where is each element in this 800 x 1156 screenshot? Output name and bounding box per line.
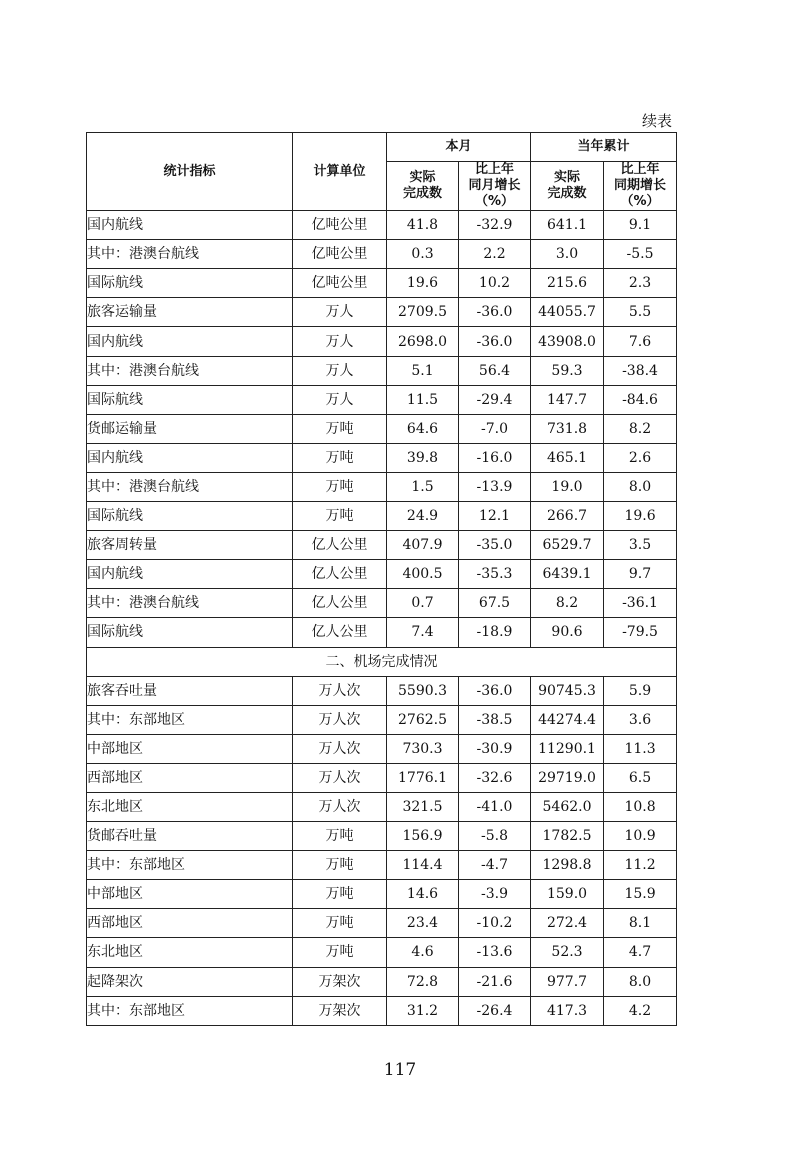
indicator-cell: 其中：港澳台航线 xyxy=(87,472,293,501)
month-actual-cell: 730.3 xyxy=(387,734,459,763)
month-growth-cell: 2.2 xyxy=(459,240,531,269)
ytd-growth-cell: 10.9 xyxy=(604,822,677,851)
page-number: 117 xyxy=(383,1060,417,1080)
month-growth-cell: -10.2 xyxy=(459,909,531,938)
ytd-growth-cell: 11.3 xyxy=(604,734,677,763)
ytd-actual-cell: 43908.0 xyxy=(531,327,604,356)
indicator-cell: 其中：东部地区 xyxy=(87,851,293,880)
header-ytd-yoy-growth: 比上年 同期增长 （%） xyxy=(604,162,677,211)
unit-cell: 亿人公里 xyxy=(293,618,387,647)
month-actual-cell: 11.5 xyxy=(387,385,459,414)
indicator-cell: 东北地区 xyxy=(87,938,293,967)
month-growth-cell: -36.0 xyxy=(459,298,531,327)
month-growth-cell: -7.0 xyxy=(459,414,531,443)
unit-cell: 万人 xyxy=(293,327,387,356)
indicator-cell: 旅客运输量 xyxy=(87,298,293,327)
month-actual-cell: 7.4 xyxy=(387,618,459,647)
indicator-cell: 货邮运输量 xyxy=(87,414,293,443)
ytd-growth-cell: -38.4 xyxy=(604,356,677,385)
month-actual-cell: 321.5 xyxy=(387,792,459,821)
month-growth-cell: -4.7 xyxy=(459,851,531,880)
month-growth-cell: -16.0 xyxy=(459,443,531,472)
table-row xyxy=(87,327,677,356)
table-row xyxy=(87,734,677,763)
statistics-table xyxy=(86,132,677,1026)
ytd-growth-cell: 19.6 xyxy=(604,502,677,531)
month-actual-cell: 72.8 xyxy=(387,967,459,996)
table-row xyxy=(87,356,677,385)
table-row xyxy=(87,618,677,647)
table-row xyxy=(87,822,677,851)
ytd-actual-cell: 90745.3 xyxy=(531,676,604,705)
indicator-cell: 起降架次 xyxy=(87,967,293,996)
ytd-growth-cell: 4.7 xyxy=(604,938,677,967)
ytd-growth-cell: 9.1 xyxy=(604,211,677,240)
indicator-cell: 其中：东部地区 xyxy=(87,705,293,734)
month-actual-cell: 114.4 xyxy=(387,851,459,880)
ytd-actual-cell: 977.7 xyxy=(531,967,604,996)
indicator-cell: 国际航线 xyxy=(87,618,293,647)
unit-cell: 万人 xyxy=(293,298,387,327)
table-row xyxy=(87,269,677,298)
header-indicator: 统计指标 xyxy=(87,133,293,211)
month-actual-cell: 2698.0 xyxy=(387,327,459,356)
unit-cell: 万人次 xyxy=(293,792,387,821)
table-row xyxy=(87,385,677,414)
month-actual-cell: 31.2 xyxy=(387,996,459,1025)
ytd-actual-cell: 465.1 xyxy=(531,443,604,472)
ytd-growth-cell: 6.5 xyxy=(604,763,677,792)
ytd-actual-cell: 215.6 xyxy=(531,269,604,298)
month-growth-cell: -21.6 xyxy=(459,967,531,996)
table-row xyxy=(87,705,677,734)
ytd-actual-cell: 3.0 xyxy=(531,240,604,269)
ytd-actual-cell: 147.7 xyxy=(531,385,604,414)
month-actual-cell: 19.6 xyxy=(387,269,459,298)
indicator-cell: 东北地区 xyxy=(87,792,293,821)
month-growth-cell: -29.4 xyxy=(459,385,531,414)
ytd-actual-cell: 44055.7 xyxy=(531,298,604,327)
indicator-cell: 旅客周转量 xyxy=(87,531,293,560)
month-growth-cell: -32.9 xyxy=(459,211,531,240)
table-row xyxy=(87,851,677,880)
ytd-growth-cell: -36.1 xyxy=(604,589,677,618)
ytd-growth-cell: 8.2 xyxy=(604,414,677,443)
ytd-growth-cell: 2.3 xyxy=(604,269,677,298)
ytd-actual-cell: 29719.0 xyxy=(531,763,604,792)
indicator-cell: 国内航线 xyxy=(87,560,293,589)
indicator-cell: 中部地区 xyxy=(87,880,293,909)
unit-cell: 万吨 xyxy=(293,443,387,472)
indicator-cell: 其中：港澳台航线 xyxy=(87,240,293,269)
unit-cell: 万架次 xyxy=(293,996,387,1025)
month-actual-cell: 407.9 xyxy=(387,531,459,560)
indicator-cell: 货邮吞吐量 xyxy=(87,822,293,851)
month-growth-cell: -30.9 xyxy=(459,734,531,763)
month-actual-cell: 23.4 xyxy=(387,909,459,938)
ytd-growth-cell: -79.5 xyxy=(604,618,677,647)
table-row xyxy=(87,967,677,996)
unit-cell: 万人 xyxy=(293,356,387,385)
ytd-growth-cell: 9.7 xyxy=(604,560,677,589)
ytd-actual-cell: 266.7 xyxy=(531,502,604,531)
ytd-actual-cell: 1298.8 xyxy=(531,851,604,880)
unit-cell: 亿吨公里 xyxy=(293,211,387,240)
ytd-actual-cell: 417.3 xyxy=(531,996,604,1025)
ytd-actual-cell: 6439.1 xyxy=(531,560,604,589)
continued-table-label: 续表 xyxy=(641,112,672,130)
ytd-growth-cell: 8.0 xyxy=(604,472,677,501)
month-actual-cell: 14.6 xyxy=(387,880,459,909)
unit-cell: 万吨 xyxy=(293,938,387,967)
month-actual-cell: 64.6 xyxy=(387,414,459,443)
ytd-actual-cell: 272.4 xyxy=(531,909,604,938)
table-row xyxy=(87,763,677,792)
ytd-actual-cell: 44274.4 xyxy=(531,705,604,734)
month-growth-cell: -38.5 xyxy=(459,705,531,734)
table-body xyxy=(87,211,677,1026)
ytd-actual-cell: 159.0 xyxy=(531,880,604,909)
ytd-growth-cell: 3.6 xyxy=(604,705,677,734)
month-growth-cell: -35.0 xyxy=(459,531,531,560)
month-growth-cell: -36.0 xyxy=(459,676,531,705)
ytd-growth-cell: 8.0 xyxy=(604,967,677,996)
table-row xyxy=(87,298,677,327)
indicator-cell: 旅客吞吐量 xyxy=(87,676,293,705)
table-row xyxy=(87,676,677,705)
unit-cell: 万人次 xyxy=(293,705,387,734)
indicator-cell: 国际航线 xyxy=(87,269,293,298)
table-row xyxy=(87,531,677,560)
table-row xyxy=(87,880,677,909)
unit-cell: 万吨 xyxy=(293,472,387,501)
ytd-growth-cell: 15.9 xyxy=(604,880,677,909)
indicator-cell: 其中：港澳台航线 xyxy=(87,356,293,385)
month-actual-cell: 5.1 xyxy=(387,356,459,385)
month-growth-cell: -35.3 xyxy=(459,560,531,589)
header-month-actual: 实际 完成数 xyxy=(387,162,459,211)
month-actual-cell: 39.8 xyxy=(387,443,459,472)
ytd-growth-cell: 5.5 xyxy=(604,298,677,327)
month-actual-cell: 2709.5 xyxy=(387,298,459,327)
ytd-growth-cell: 5.9 xyxy=(604,676,677,705)
indicator-cell: 中部地区 xyxy=(87,734,293,763)
unit-cell: 万吨 xyxy=(293,414,387,443)
month-growth-cell: -36.0 xyxy=(459,327,531,356)
ytd-growth-cell: 3.5 xyxy=(604,531,677,560)
ytd-actual-cell: 59.3 xyxy=(531,356,604,385)
ytd-actual-cell: 11290.1 xyxy=(531,734,604,763)
month-actual-cell: 2762.5 xyxy=(387,705,459,734)
table-row xyxy=(87,996,677,1025)
unit-cell: 万吨 xyxy=(293,502,387,531)
unit-cell: 万吨 xyxy=(293,851,387,880)
unit-cell: 万吨 xyxy=(293,909,387,938)
indicator-cell: 国内航线 xyxy=(87,443,293,472)
header-year-to-date: 当年累计 xyxy=(531,133,677,162)
month-actual-cell: 156.9 xyxy=(387,822,459,851)
header-unit: 计算单位 xyxy=(293,133,387,211)
table-row xyxy=(87,938,677,967)
ytd-actual-cell: 19.0 xyxy=(531,472,604,501)
unit-cell: 亿人公里 xyxy=(293,531,387,560)
month-actual-cell: 5590.3 xyxy=(387,676,459,705)
indicator-cell: 国内航线 xyxy=(87,211,293,240)
unit-cell: 万人次 xyxy=(293,763,387,792)
month-growth-cell: -5.8 xyxy=(459,822,531,851)
month-growth-cell: -26.4 xyxy=(459,996,531,1025)
ytd-actual-cell: 90.6 xyxy=(531,618,604,647)
table-row xyxy=(87,502,677,531)
unit-cell: 万人次 xyxy=(293,734,387,763)
month-actual-cell: 0.3 xyxy=(387,240,459,269)
indicator-cell: 西部地区 xyxy=(87,763,293,792)
ytd-growth-cell: -84.6 xyxy=(604,385,677,414)
header-ytd-actual: 实际 完成数 xyxy=(531,162,604,211)
unit-cell: 亿人公里 xyxy=(293,589,387,618)
table-row xyxy=(87,211,677,240)
month-growth-cell: -18.9 xyxy=(459,618,531,647)
month-growth-cell: -41.0 xyxy=(459,792,531,821)
indicator-cell: 国际航线 xyxy=(87,502,293,531)
ytd-growth-cell: -5.5 xyxy=(604,240,677,269)
month-growth-cell: 10.2 xyxy=(459,269,531,298)
unit-cell: 亿吨公里 xyxy=(293,269,387,298)
table-row xyxy=(87,589,677,618)
month-actual-cell: 400.5 xyxy=(387,560,459,589)
table-row xyxy=(87,414,677,443)
indicator-cell: 其中：东部地区 xyxy=(87,996,293,1025)
header-this-month: 本月 xyxy=(387,133,531,162)
unit-cell: 亿人公里 xyxy=(293,560,387,589)
ytd-actual-cell: 6529.7 xyxy=(531,531,604,560)
indicator-cell: 国际航线 xyxy=(87,385,293,414)
table-row xyxy=(87,240,677,269)
month-actual-cell: 1776.1 xyxy=(387,763,459,792)
month-actual-cell: 4.6 xyxy=(387,938,459,967)
section-title: 二、机场完成情况 xyxy=(87,647,677,676)
unit-cell: 万吨 xyxy=(293,880,387,909)
unit-cell: 万人 xyxy=(293,385,387,414)
unit-cell: 亿吨公里 xyxy=(293,240,387,269)
unit-cell: 万人次 xyxy=(293,676,387,705)
month-actual-cell: 1.5 xyxy=(387,472,459,501)
section-row xyxy=(87,647,677,676)
month-growth-cell: -13.9 xyxy=(459,472,531,501)
ytd-actual-cell: 5462.0 xyxy=(531,792,604,821)
ytd-actual-cell: 52.3 xyxy=(531,938,604,967)
month-growth-cell: -32.6 xyxy=(459,763,531,792)
indicator-cell: 其中：港澳台航线 xyxy=(87,589,293,618)
table-header xyxy=(87,133,677,211)
month-growth-cell: -13.6 xyxy=(459,938,531,967)
month-actual-cell: 0.7 xyxy=(387,589,459,618)
ytd-actual-cell: 731.8 xyxy=(531,414,604,443)
header-month-yoy-growth: 比上年 同月增长 （%） xyxy=(459,162,531,211)
ytd-growth-cell: 11.2 xyxy=(604,851,677,880)
ytd-growth-cell: 7.6 xyxy=(604,327,677,356)
table-row xyxy=(87,443,677,472)
ytd-growth-cell: 10.8 xyxy=(604,792,677,821)
month-growth-cell: 67.5 xyxy=(459,589,531,618)
indicator-cell: 国内航线 xyxy=(87,327,293,356)
month-growth-cell: -3.9 xyxy=(459,880,531,909)
table-row xyxy=(87,472,677,501)
table-row xyxy=(87,909,677,938)
ytd-actual-cell: 1782.5 xyxy=(531,822,604,851)
month-growth-cell: 12.1 xyxy=(459,502,531,531)
month-actual-cell: 41.8 xyxy=(387,211,459,240)
table-row xyxy=(87,792,677,821)
ytd-actual-cell: 8.2 xyxy=(531,589,604,618)
ytd-growth-cell: 2.6 xyxy=(604,443,677,472)
ytd-growth-cell: 4.2 xyxy=(604,996,677,1025)
month-actual-cell: 24.9 xyxy=(387,502,459,531)
ytd-actual-cell: 641.1 xyxy=(531,211,604,240)
unit-cell: 万吨 xyxy=(293,822,387,851)
unit-cell: 万架次 xyxy=(293,967,387,996)
table-row xyxy=(87,560,677,589)
indicator-cell: 西部地区 xyxy=(87,909,293,938)
ytd-growth-cell: 8.1 xyxy=(604,909,677,938)
month-growth-cell: 56.4 xyxy=(459,356,531,385)
